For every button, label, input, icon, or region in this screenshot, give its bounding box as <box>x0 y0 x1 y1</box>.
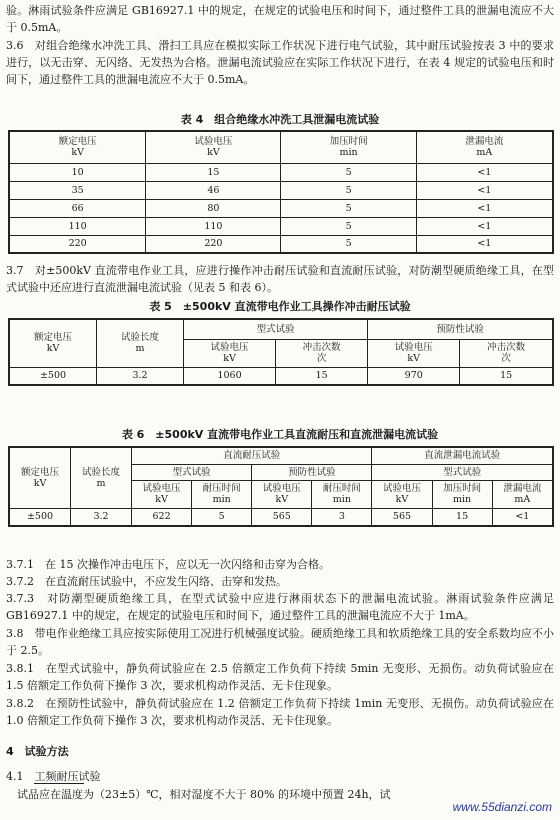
t4-cell: <1 <box>416 163 553 181</box>
section-4-heading: 4 试验方法 <box>6 745 69 758</box>
t6-cell: 3 <box>312 508 372 526</box>
t5-sub-header: 试验电压 kV <box>184 339 276 367</box>
t5-cell: 15 <box>460 367 553 385</box>
t4-header: 额定电压 kV <box>9 131 146 163</box>
paragraph-3-8-1: 3.8.1 在型式试验中，静负荷试验应在 2.5 倍额定工作负荷下持续 5min 无变形、无损伤。动负荷试验应在 1.5 倍额定工作负荷下操作 3 次，要求机构动作灵活、无卡住现象。 <box>6 662 554 692</box>
t5-cell: 1060 <box>184 367 276 385</box>
t4-cell: <1 <box>416 199 553 217</box>
t5-prev-header: 预防性试验 <box>368 319 553 339</box>
t4-cell: 220 <box>9 235 146 253</box>
t4-cell: 15 <box>146 163 281 181</box>
t6-type2-header: 型式试验 <box>372 464 553 480</box>
t6-sub-header: 试验电压 kV <box>132 480 192 508</box>
t4-cell: <1 <box>416 235 553 253</box>
t4-row <box>9 163 553 181</box>
t6-sub-header: 试验电压 kV <box>252 480 312 508</box>
t5-rated-header: 额定电压 kV <box>9 319 97 367</box>
t5-type-header: 型式试验 <box>184 319 368 339</box>
t4-header: 加压时间 min <box>281 131 416 163</box>
paragraph-3-7-1: 3.7.1 在 15 次操作冲击电压下，应以无一次闪络和击穿为合格。 <box>6 558 330 571</box>
paragraph-3-7-2: 3.7.2 在直流耐压试验中，不应发生闪络、击穿和发热。 <box>6 575 287 588</box>
t4-header: 泄漏电流 mA <box>416 131 553 163</box>
t6-rated-header: 额定电压 kV <box>9 447 71 508</box>
t6-cell: ±500 <box>9 508 71 526</box>
t6-sub-header: 试验电压 kV <box>372 480 432 508</box>
section-4-1-heading: 4.1 工频耐压试验 <box>6 770 101 783</box>
table4-caption: 表 4 组合绝缘水冲洗工具泄漏电流试验 <box>180 113 380 126</box>
t6-sub-header: 耐压时间 min <box>192 480 252 508</box>
paragraph-3-8-2: 3.8.2 在预防性试验中，静负荷试验应在 1.2 倍额定工作负荷下持续 1min 无变形、无损伤。动负荷试验应在 1.0 倍额定工作负荷下操作 3 次，要求机构动作灵活、无卡住现象。 <box>6 697 554 727</box>
t4-cell: 5 <box>281 199 416 217</box>
t6-dc-header: 直流耐压试验 <box>132 447 372 464</box>
t6-cell: 565 <box>252 508 312 526</box>
t5-cell: 970 <box>368 367 460 385</box>
t6-cell: <1 <box>492 508 553 526</box>
t4-cell: 220 <box>146 235 281 253</box>
t4-cell: 46 <box>146 181 281 199</box>
paragraph-3-7: 3.7 对±500kV 直流带电作业工具，应进行操作冲击耐压试验和直流耐压试验，对防潮型硬质绝缘工具，在型式试验中还应进行直流泄漏电流试验（见表 5 和表 6）。 <box>6 264 554 294</box>
t4-cell: 110 <box>9 217 146 235</box>
t6-type-header: 型式试验 <box>132 464 252 480</box>
paragraph-3-7-3: 3.7.3 对防潮型硬质绝缘工具，在型式试验中应进行淋雨状态下的泄漏电流试验。淋雨试验条件应满足 GB16927.1 中的规定，在规定的试验电压和时间下，通过整件工具的泄漏电流应不大于 1mA。 <box>6 592 554 622</box>
t4-cell: 5 <box>281 181 416 199</box>
table6 <box>8 446 554 527</box>
t6-sub-header: 泄漏电流 mA <box>492 480 553 508</box>
t5-sub-header: 冲击次数 次 <box>276 339 368 367</box>
watermark-text: www.55dianzi.com <box>452 800 552 814</box>
t4-cell: 10 <box>9 163 146 181</box>
t4-cell: <1 <box>416 217 553 235</box>
t6-cell: 3.2 <box>71 508 132 526</box>
t4-header: 试验电压 kV <box>146 131 281 163</box>
t4-row <box>9 235 553 253</box>
t4-cell: 35 <box>9 181 146 199</box>
t5-cell: ±500 <box>9 367 97 385</box>
paragraph-3-8: 3.8 带电作业绝缘工具应按实际使用工况进行机械强度试验。硬质绝缘工具和软质绝缘工具的安全系数均应不小于 2.5。 <box>6 627 554 657</box>
t5-sub-header: 试验电压 kV <box>368 339 460 367</box>
t5-cell: 3.2 <box>97 367 184 385</box>
t4-cell: 110 <box>146 217 281 235</box>
t6-cell: 15 <box>432 508 492 526</box>
t5-sub-header: 冲击次数 次 <box>460 339 553 367</box>
t6-sub-header: 加压时间 min <box>432 480 492 508</box>
table6-caption: 表 6 ±500kV 直流带电作业工具直流耐压和直流泄漏电流试验 <box>121 428 439 441</box>
t4-row <box>9 217 553 235</box>
t6-cell: 565 <box>372 508 432 526</box>
underline-rule <box>34 783 84 784</box>
t4-cell: <1 <box>416 181 553 199</box>
table5 <box>8 318 554 386</box>
t4-cell: 5 <box>281 163 416 181</box>
t4-cell: 5 <box>281 217 416 235</box>
t5-cell: 15 <box>276 367 368 385</box>
table4 <box>8 130 554 254</box>
t4-cell: 66 <box>9 199 146 217</box>
t4-row <box>9 199 553 217</box>
t6-sub-header: 耐压时间 min <box>312 480 372 508</box>
table5-caption: 表 5 ±500kV 直流带电作业工具操作冲击耐压试验 <box>149 300 411 313</box>
t4-cell: 5 <box>281 235 416 253</box>
paragraph-3-6: 3.6 对组合绝缘水冲洗工具、滑扫工具应在模拟实际工作状况下进行电气试验，其中耐压试验按表 3 中的要求进行，以无击穿、无闪络、无发热为合格。泄漏电流试验应在实际工作状况下进行，在表 4 规定的试验电压和时间下，通过整件工具的泄漏电流应不大于 0.5mA。 <box>6 39 554 86</box>
t6-leak-header: 直流泄漏电流试验 <box>372 447 553 464</box>
t6-cell: 622 <box>132 508 192 526</box>
t6-length-header: 试验长度 m <box>71 447 132 508</box>
paragraph-rain-test: 验。淋雨试验条件应满足 GB16927.1 中的规定，在规定的试验电压和时间下，通过整件工具的泄漏电流应不大于 0.5mA。 <box>6 4 554 34</box>
paragraph-4-1: 试品应在温度为（23±5）℃，相对湿度不大于 80% 的环境中预置 24h，试 <box>6 788 391 801</box>
t6-cell: 5 <box>192 508 252 526</box>
t6-prev-header: 预防性试验 <box>252 464 372 480</box>
t4-row <box>9 181 553 199</box>
t5-length-header: 试验长度 m <box>97 319 184 367</box>
t4-cell: 80 <box>146 199 281 217</box>
